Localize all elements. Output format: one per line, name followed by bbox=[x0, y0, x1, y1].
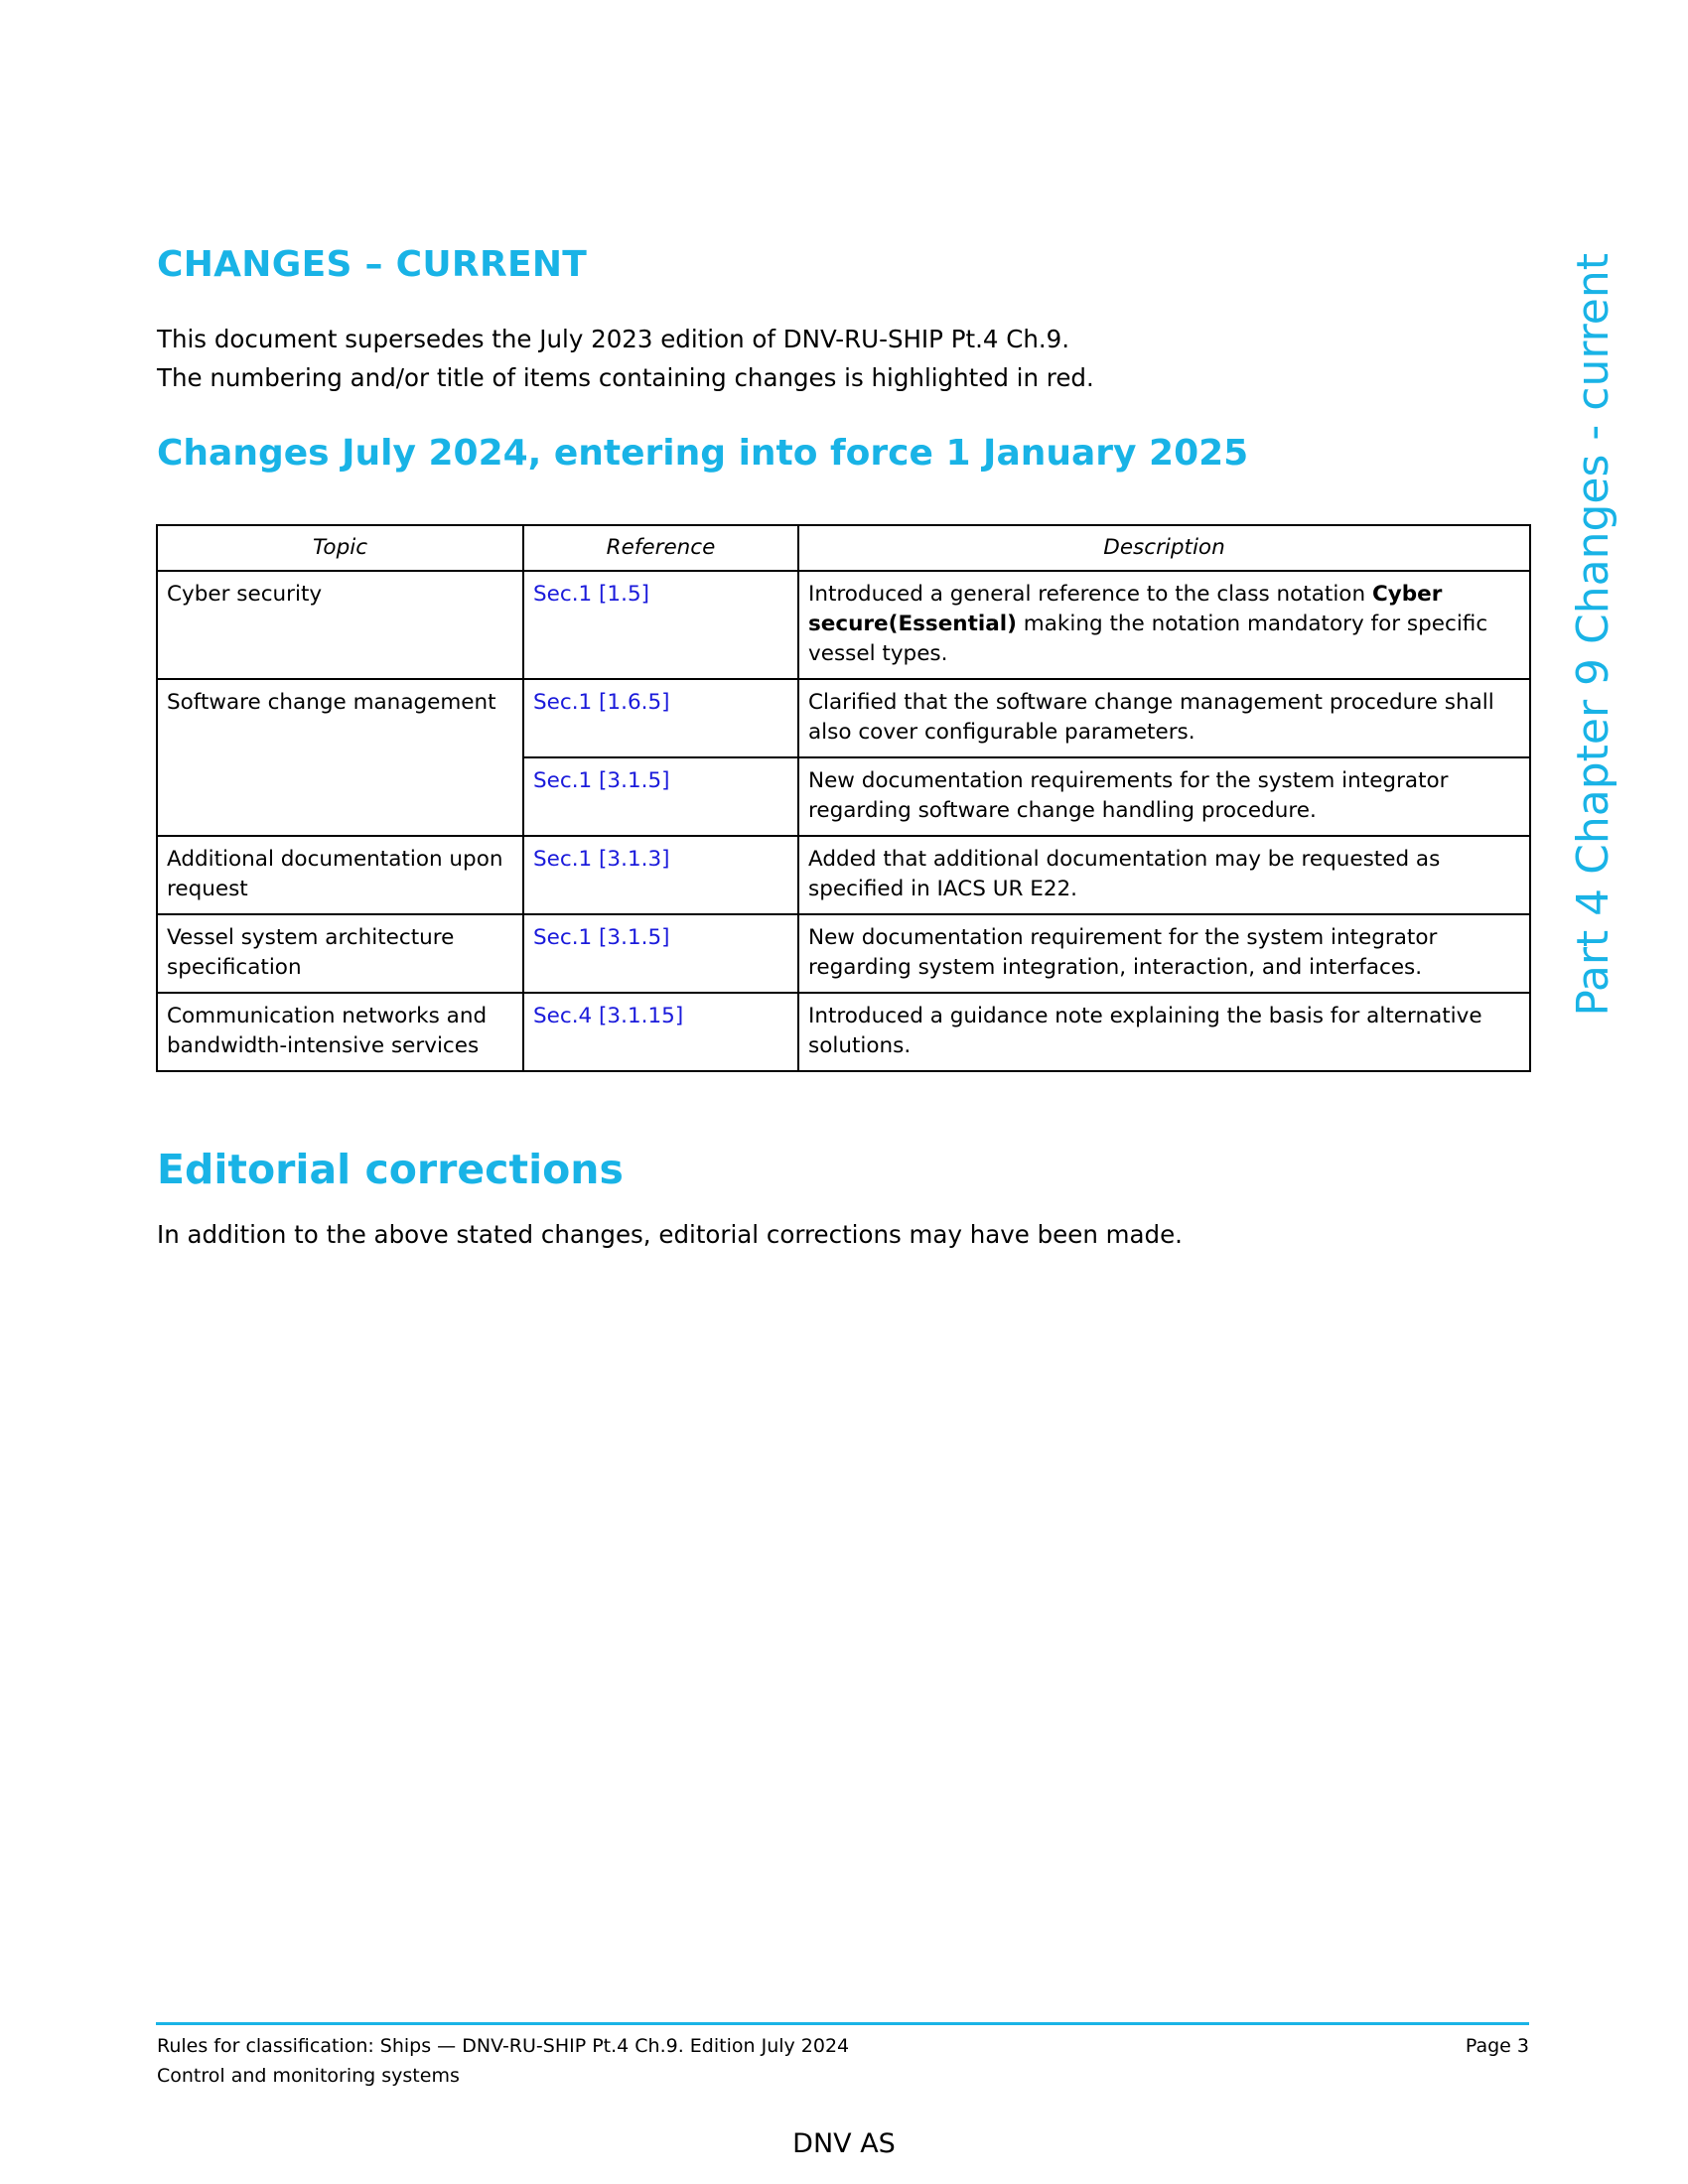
footer-divider bbox=[156, 2022, 1529, 2025]
header-topic: Topic bbox=[157, 525, 523, 571]
editorial-text: In addition to the above stated changes, editorial corrections may have been made. bbox=[157, 1220, 1183, 1249]
reference-link[interactable]: Sec.1 [1.5] bbox=[533, 582, 650, 607]
reference-link[interactable]: Sec.4 [3.1.15] bbox=[533, 1004, 684, 1028]
page-title: CHANGES – CURRENT bbox=[157, 244, 588, 285]
editorial-heading: Editorial corrections bbox=[157, 1146, 624, 1193]
page-number: Page 3 bbox=[1465, 2035, 1529, 2057]
topic-cell: Communication networks and bandwidth-intensive services bbox=[157, 993, 523, 1071]
reference-cell bbox=[523, 757, 798, 836]
table-row bbox=[157, 679, 1530, 757]
footer-subtitle-line: Control and monitoring systems bbox=[157, 2065, 460, 2087]
table-row bbox=[157, 993, 1530, 1071]
reference-cell bbox=[523, 914, 798, 993]
header-reference: Reference bbox=[523, 525, 798, 571]
footer bbox=[157, 2031, 1529, 2091]
topic-cell: Additional documentation upon request bbox=[157, 836, 523, 914]
intro-line: The numbering and/or title of items containing changes is highlighted in red. bbox=[157, 363, 1094, 392]
reference-link[interactable]: Sec.1 [3.1.5] bbox=[533, 925, 670, 950]
table-row bbox=[157, 836, 1530, 914]
table-header-row bbox=[157, 525, 1530, 571]
description-text: making the notation mandatory for specific vessel types. bbox=[808, 612, 1488, 666]
intro-line: This document supersedes the July 2023 edition of DNV-RU-SHIP Pt.4 Ch.9. bbox=[157, 325, 1070, 353]
reference-link[interactable]: Sec.1 [1.6.5] bbox=[533, 690, 670, 715]
company-name: DNV AS bbox=[792, 2128, 896, 2159]
changes-table bbox=[156, 524, 1531, 1072]
table-row bbox=[157, 571, 1530, 679]
reference-cell bbox=[523, 836, 798, 914]
description-text: Introduced a general reference to the class notation bbox=[808, 582, 1372, 607]
reference-cell bbox=[523, 993, 798, 1071]
class-notation: Cyber secure(Essential) bbox=[808, 582, 1443, 636]
description-cell bbox=[798, 571, 1530, 679]
description-cell: New documentation requirements for the system integrator regarding software change handling procedure. bbox=[798, 757, 1530, 836]
topic-cell: Cyber security bbox=[157, 571, 523, 679]
reference-cell bbox=[523, 571, 798, 679]
side-running-title: Part 4 Chapter 9 Changes - current bbox=[1568, 253, 1618, 1017]
reference-cell bbox=[523, 679, 798, 757]
footer-document-line: Rules for classification: Ships — DNV-RU-SHIP Pt.4 Ch.9. Edition July 2024 bbox=[157, 2035, 850, 2057]
topic-cell: Vessel system architecture specification bbox=[157, 914, 523, 993]
description-cell: Introduced a guidance note explaining the basis for alternative solutions. bbox=[798, 993, 1530, 1071]
changes-heading: Changes July 2024, entering into force 1 January 2025 bbox=[157, 433, 1249, 474]
reference-link[interactable]: Sec.1 [3.1.3] bbox=[533, 847, 670, 872]
description-cell: Clarified that the software change management procedure shall also cover configurable parameters. bbox=[798, 679, 1530, 757]
header-description: Description bbox=[798, 525, 1530, 571]
description-cell: New documentation requirement for the system integrator regarding system integration, interaction, and interfaces. bbox=[798, 914, 1530, 993]
description-cell: Added that additional documentation may be requested as specified in IACS UR E22. bbox=[798, 836, 1530, 914]
reference-link[interactable]: Sec.1 [3.1.5] bbox=[533, 768, 670, 793]
intro-text bbox=[157, 320, 1094, 397]
topic-cell: Software change management bbox=[157, 679, 523, 836]
table-row bbox=[157, 914, 1530, 993]
